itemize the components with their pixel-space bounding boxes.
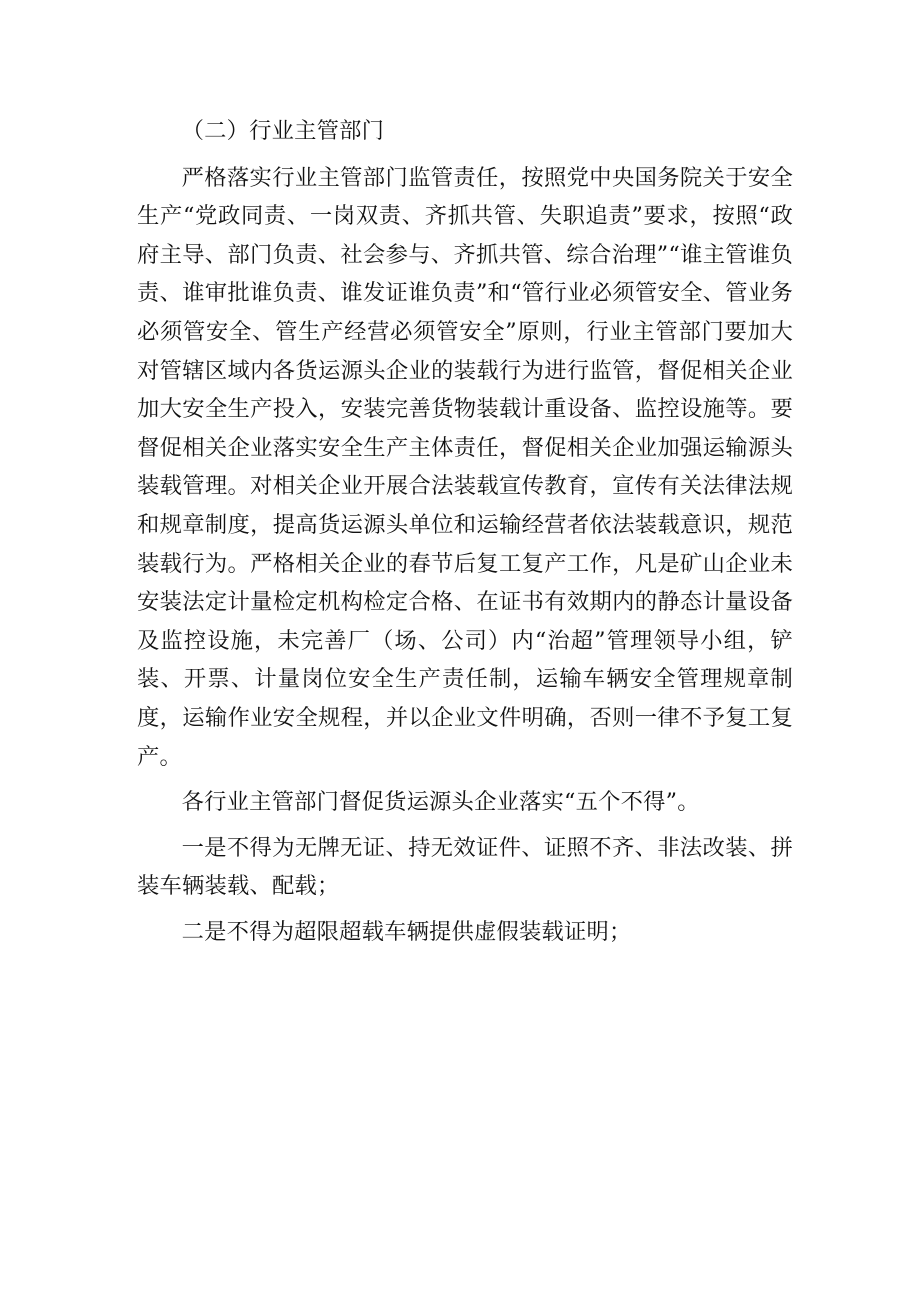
paragraph-five-prohibitions-intro: 各行业主管部门督促货运源头企业落实“五个不得”。 (181, 789, 700, 816)
paragraph-prohibition-one: 一是不得为无牌无证、持无效证件、证照不齐、非法改装、拼装车辆装载、配载； (137, 834, 793, 900)
document-body (137, 112, 793, 951)
paragraph-prohibition-two: 二是不得为超限超载车辆提供虚假装载证明； (181, 918, 632, 945)
section-heading: （二）行业主管部门 (181, 118, 385, 144)
paragraph-supervision-responsibility: 严格落实行业主管部门监管责任，按照党中央国务院关于安全生产“党政同责、一岗双责、齐抓共管、失职追责”要求，按照“政府主导、部门负责、社会参与、齐抓共管、综合治理”“谁主管谁负责、谁审批谁负责、谁发证谁负责”和“管行业必须管安全、管业务必须管安全、管生产经营必须管安全”原则，行业主管部门要加大对管辖区域内各货运源头企业的装载行为进行监管，督促相关企业加大安全生产投入，安装完善货物装载计重设备、监控设施等。要督促相关企业落实安全生产主体责任，督促相关企业加强运输源头装载管理。对相关企业开展合法装载宣传教育，宣传有关法律法规和规章制度，提高货运源头单位和运输经营者依法装载意识，规范装载行为。严格相关企业的春节后复工复产工作，凡是矿山企业未安装法定计量检定机构检定合格、在证书有效期内的静态计量设备及监控设施，未完善厂（场、公司）内“治超”管理领导小组，铲装、开票、计量岗位安全生产责任制，运输车辆安全管理规章制度，运输作业安全规程，并以企业文件明确，否则一律不予复工复产。 (137, 164, 793, 770)
